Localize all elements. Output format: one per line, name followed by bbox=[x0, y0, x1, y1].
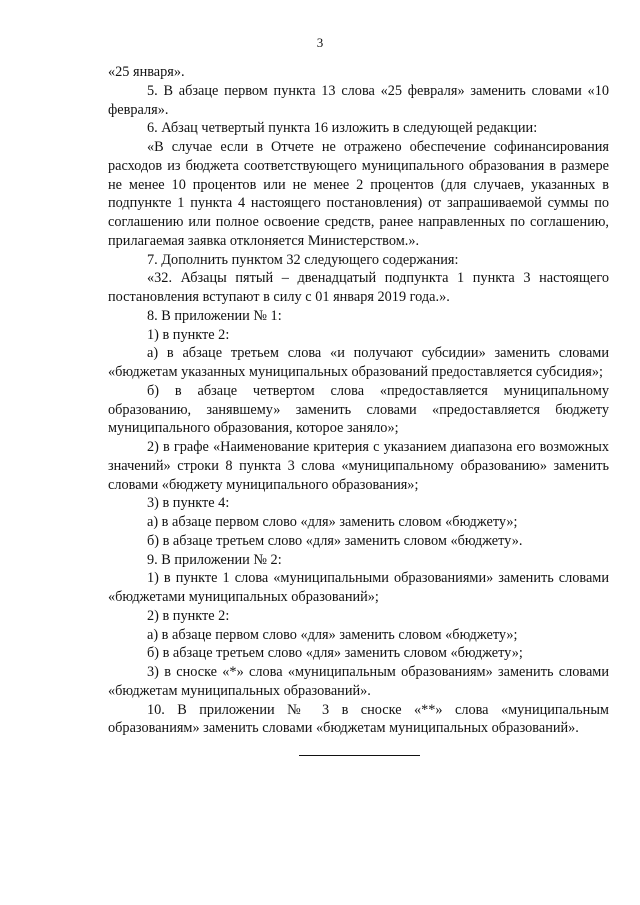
footnote-separator-line bbox=[299, 755, 420, 756]
paragraph: 2) в пункте 2: bbox=[147, 607, 230, 624]
paragraph: 3) в пункте 4: bbox=[147, 495, 230, 512]
document-body bbox=[108, 63, 609, 738]
paragraph: 1) в пункте 2: bbox=[147, 326, 230, 343]
page-number: 3 bbox=[316, 35, 324, 50]
paragraph: «32. Абзацы пятый – двенадцатый подпункта 1 пункта 3 настоящего постановления вступают в силу с 01 января 2019 года.». bbox=[108, 270, 609, 305]
paragraph: 1) в пункте 1 слова «муниципальными образованиями» заменить словами «бюджетами муниципальных образований»; bbox=[108, 570, 609, 605]
paragraph: 6. Абзац четвертый пункта 16 изложить в следующей редакции: bbox=[147, 120, 538, 137]
paragraph: а) в абзаце первом слово «для» заменить словом «бюджету»; bbox=[147, 626, 518, 643]
paragraph: «25 января». bbox=[108, 64, 185, 80]
paragraph: 8. В приложении № 1: bbox=[147, 307, 282, 324]
paragraph: 2) в графе «Наименование критерия с указанием диапазона его возможных значений» строки 8 пункта 3 слова «муниципальному образованию» заменить словами «бюджету муниципального образования»; bbox=[108, 439, 609, 493]
paragraph: «В случае если в Отчете не отражено обеспечение софинансирования расходов из бюджета соответствующего муниципального образования в размере не менее 10 процентов или не менее 2 процентов (для случаев, указанных в подпункте 1 пункта 4 настоящего постановления) от запрашиваемой суммы по соглашению или полное освоение средств, ранее направленных по соглашению, прилагаемая заявка отклоняется Министерством.». bbox=[108, 139, 609, 249]
paragraph: а) в абзаце первом слово «для» заменить словом «бюджету»; bbox=[147, 514, 518, 530]
paragraph: б) в абзаце третьем слово «для» заменить словом «бюджету»; bbox=[147, 645, 523, 662]
paragraph: 7. Дополнить пунктом 32 следующего содержания: bbox=[147, 251, 459, 268]
paragraph: 3) в сноске «*» слова «муниципальным образованиям» заменить словами «бюджетам муниципальных образований». bbox=[108, 664, 609, 699]
paragraph: 9. В приложении № 2: bbox=[147, 551, 282, 568]
paragraph: б) в абзаце четвертом слова «предоставляется муниципальному образованию, занявшему» заменить словами «предоставляется бюджету муниципального образования, которое заняло»; bbox=[108, 382, 609, 437]
paragraph: б) в абзаце третьем слово «для» заменить словом «бюджету». bbox=[147, 532, 523, 549]
paragraph: 10. В приложении № 3 в сноске «**» слова «муниципальным образованиям» заменить словами «бюджетам муниципальных образований». bbox=[108, 701, 609, 737]
paragraph: а) в абзаце третьем слова «и получают субсидии» заменить словами «бюджетам указанных муниципальных образований предоставляется субсидия»; bbox=[108, 345, 609, 380]
paragraph: 5. В абзаце первом пункта 13 слова «25 февраля» заменить словами «10 февраля». bbox=[108, 82, 609, 118]
